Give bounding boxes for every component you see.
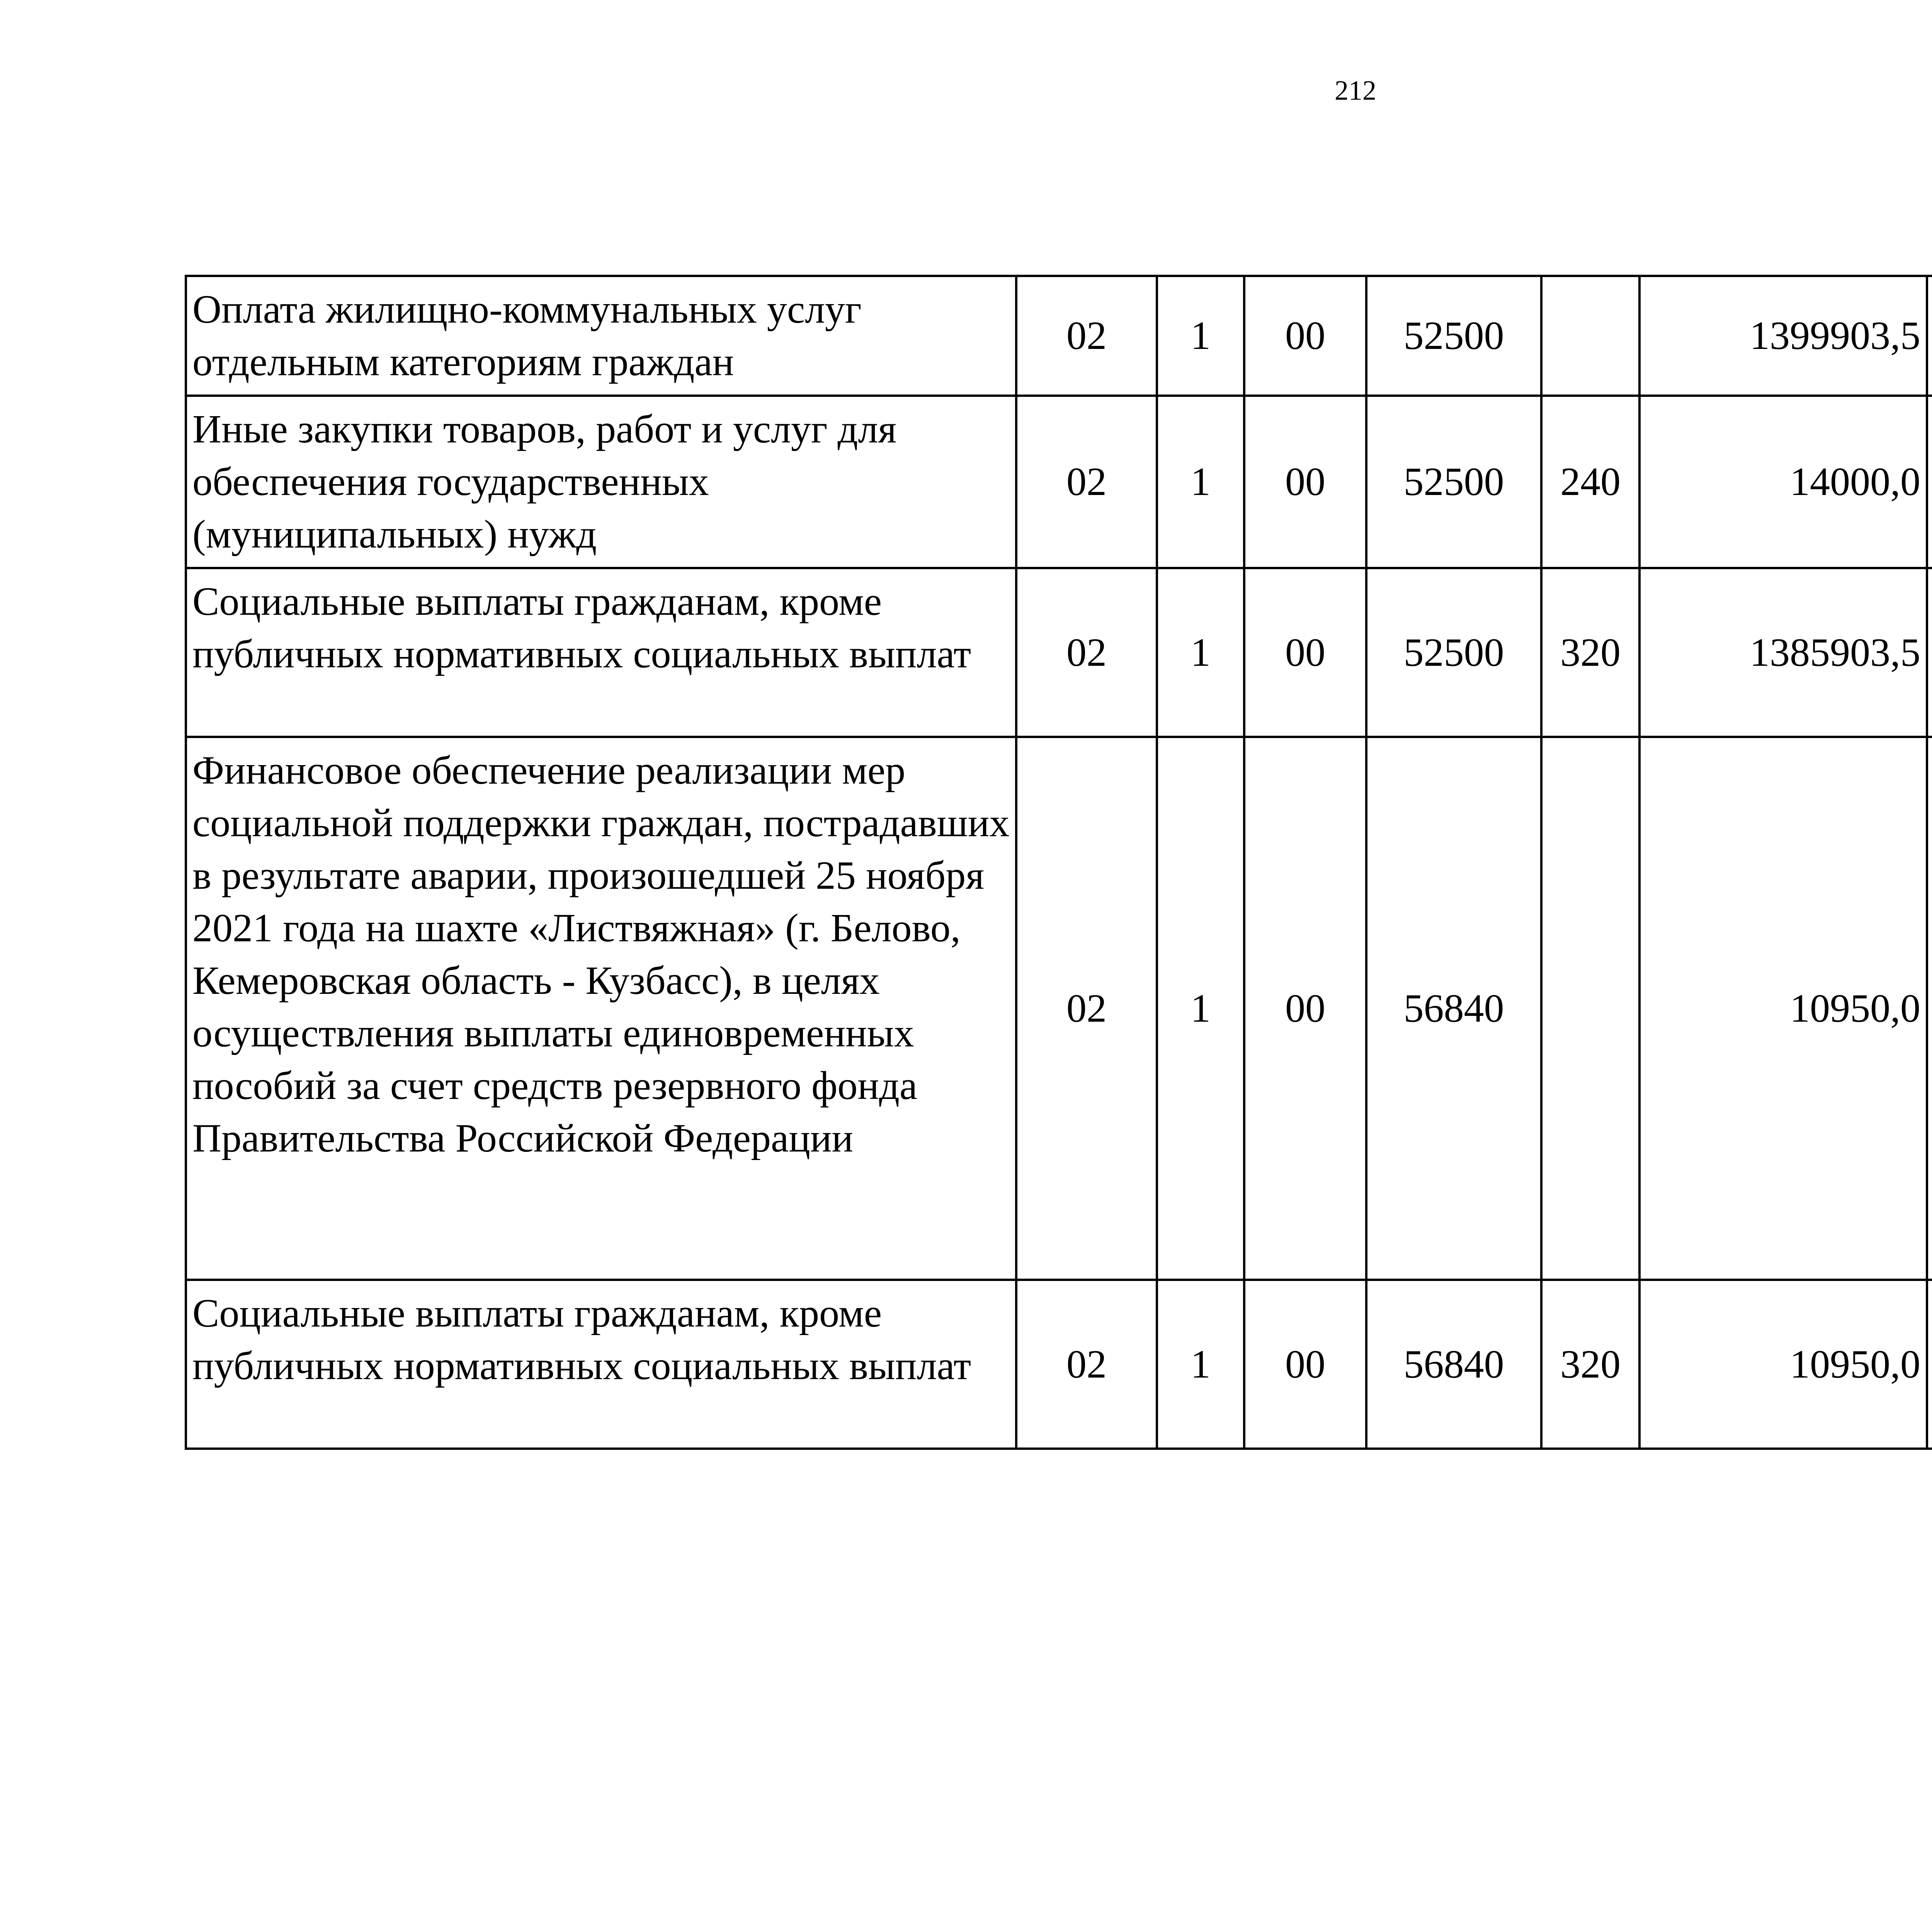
- row-description: Финансовое обеспечение реализации мер социальной поддержки граждан, пострадавших в результате аварии, произошедшей 25 ноября 2021 года на шахте «Листвяжная» (г. Белово, Кемеровская область - Кузбасс), в целях осуществления выплаты единовременных пособий за счет средств резервного фонда Правительства Российской Федерации: [186, 737, 1016, 1280]
- row-description: Иные закупки товаров, работ и услуг для обеспечения государственных (муниципальных) нужд: [186, 396, 1016, 568]
- section-code: 02: [1016, 568, 1157, 737]
- subprogram-code: 00: [1244, 737, 1366, 1280]
- direction-code: 52500: [1366, 276, 1541, 396]
- amount-year-1: 1385903,5: [1639, 568, 1927, 737]
- section-code: 02: [1016, 396, 1157, 568]
- amount-year-1: 10950,0: [1639, 1280, 1927, 1449]
- expense-type-code: [1541, 276, 1639, 396]
- subprogram-code: 00: [1244, 1280, 1366, 1449]
- section-code: 02: [1016, 1280, 1157, 1449]
- table-row: [186, 396, 1932, 568]
- amount-year-2: [1927, 396, 1932, 568]
- subprogram-code: 00: [1244, 276, 1366, 396]
- expense-type-code: 240: [1541, 396, 1639, 568]
- row-description: Социальные выплаты гражданам, кроме публичных нормативных социальных выплат: [186, 1280, 1016, 1449]
- expense-type-code: 320: [1541, 568, 1639, 737]
- section-code: 02: [1016, 737, 1157, 1280]
- subprogram-code: 00: [1244, 396, 1366, 568]
- direction-code: 56840: [1366, 737, 1541, 1280]
- section-code: 02: [1016, 276, 1157, 396]
- table-row: [186, 1280, 1932, 1449]
- table-row: [186, 568, 1932, 737]
- amount-year-2: [1927, 568, 1932, 737]
- direction-code: 52500: [1366, 396, 1541, 568]
- amount-year-1: 14000,0: [1639, 396, 1927, 568]
- expense-type-code: 320: [1541, 1280, 1639, 1449]
- row-description: Социальные выплаты гражданам, кроме публичных нормативных социальных выплат: [186, 568, 1016, 737]
- program-code: 1: [1157, 276, 1244, 396]
- direction-code: 56840: [1366, 1280, 1541, 1449]
- table-row: [186, 276, 1932, 396]
- table-row: [186, 737, 1932, 1280]
- budget-table: [185, 275, 1932, 1450]
- program-code: 1: [1157, 1280, 1244, 1449]
- subprogram-code: 00: [1244, 568, 1366, 737]
- program-code: 1: [1157, 737, 1244, 1280]
- page-number: 212: [1335, 75, 1376, 106]
- direction-code: 52500: [1366, 568, 1541, 737]
- amount-year-2: [1927, 276, 1932, 396]
- amount-year-1: 10950,0: [1639, 737, 1927, 1280]
- program-code: 1: [1157, 568, 1244, 737]
- row-description: Оплата жилищно-коммунальных услуг отдельным категориям граждан: [186, 276, 1016, 396]
- amount-year-1: 1399903,5: [1639, 276, 1927, 396]
- amount-year-2: [1927, 1280, 1932, 1449]
- amount-year-2: [1927, 737, 1932, 1280]
- program-code: 1: [1157, 396, 1244, 568]
- expense-type-code: [1541, 737, 1639, 1280]
